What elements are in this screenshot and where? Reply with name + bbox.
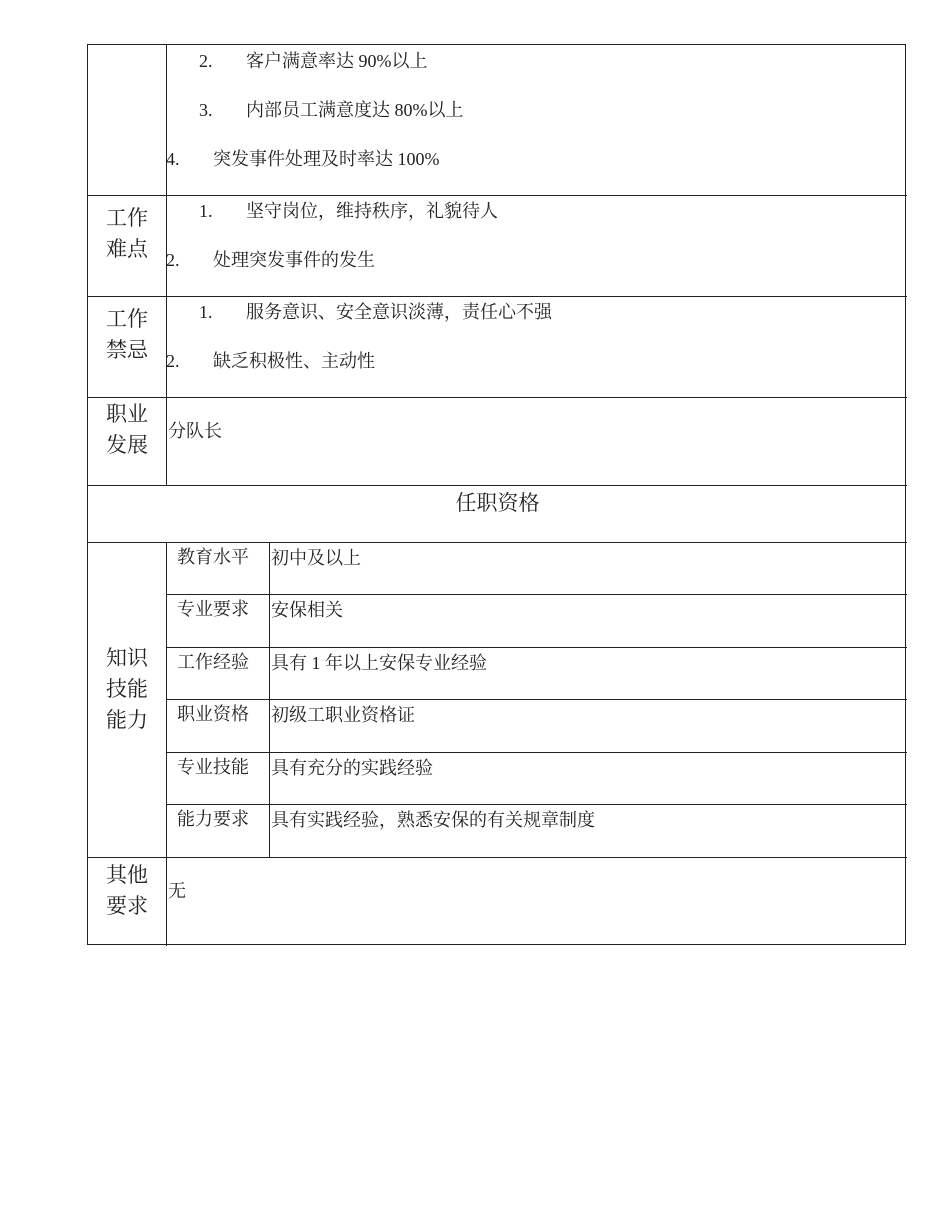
list-number: 2. [166, 351, 180, 371]
sub-value: 初级工职业资格证 [271, 705, 415, 725]
list-number: 1. [199, 302, 213, 322]
career-value: 分队长 [168, 421, 222, 441]
list-number: 1. [199, 201, 213, 221]
list-number: 3. [199, 100, 213, 120]
sub-label: 专业技能 [177, 757, 249, 778]
list-number: 4. [166, 149, 180, 169]
list-item: 服务意识、安全意识淡薄，责任心不强 [246, 302, 552, 322]
qualifications-title: 任职资格 [455, 491, 540, 515]
row-divider [166, 752, 907, 753]
list-item: 处理突发事件的发生 [213, 250, 375, 270]
career-label: 职业 发展 [106, 402, 148, 457]
other-label: 其他 要求 [106, 863, 148, 918]
list-item: 内部员工满意度达 80%以上 [246, 100, 464, 120]
row-divider [88, 485, 907, 486]
sub-value: 具有实践经验，熟悉安保的有关规章制度 [271, 810, 595, 830]
sub-value: 初中及以上 [271, 548, 361, 568]
row-divider [88, 397, 907, 398]
sub-value: 具有 1 年以上安保专业经验 [271, 653, 487, 673]
sub-label: 工作经验 [177, 652, 249, 673]
row-divider [88, 542, 907, 543]
row-divider [166, 804, 907, 805]
list-number: 2. [166, 250, 180, 270]
row-divider [88, 296, 907, 297]
sub-value: 安保相关 [271, 600, 343, 620]
row-divider [88, 195, 907, 196]
sub-label: 能力要求 [177, 809, 249, 830]
row-divider [88, 857, 907, 858]
sub-label: 专业要求 [177, 599, 249, 620]
sub-label: 职业资格 [177, 704, 249, 725]
list-item: 缺乏积极性、主动性 [213, 351, 375, 371]
column-divider [166, 542, 167, 946]
list-item: 突发事件处理及时率达 100% [213, 149, 440, 169]
row-divider [166, 647, 907, 648]
column-divider [269, 542, 270, 857]
list-item: 客户满意率达 90%以上 [246, 51, 428, 71]
sub-label: 教育水平 [177, 547, 249, 568]
list-number: 2. [199, 51, 213, 71]
list-item: 坚守岗位，维持秩序，礼貌待人 [246, 201, 498, 221]
sub-value: 具有充分的实践经验 [271, 758, 433, 778]
job-description-table [87, 44, 906, 945]
row-divider [166, 594, 907, 595]
knowledge-label: 知识 技能 能力 [106, 646, 148, 732]
other-value: 无 [168, 881, 186, 901]
row-divider [166, 699, 907, 700]
taboos-label: 工作 禁忌 [106, 307, 148, 362]
difficulties-label: 工作 难点 [106, 206, 148, 261]
